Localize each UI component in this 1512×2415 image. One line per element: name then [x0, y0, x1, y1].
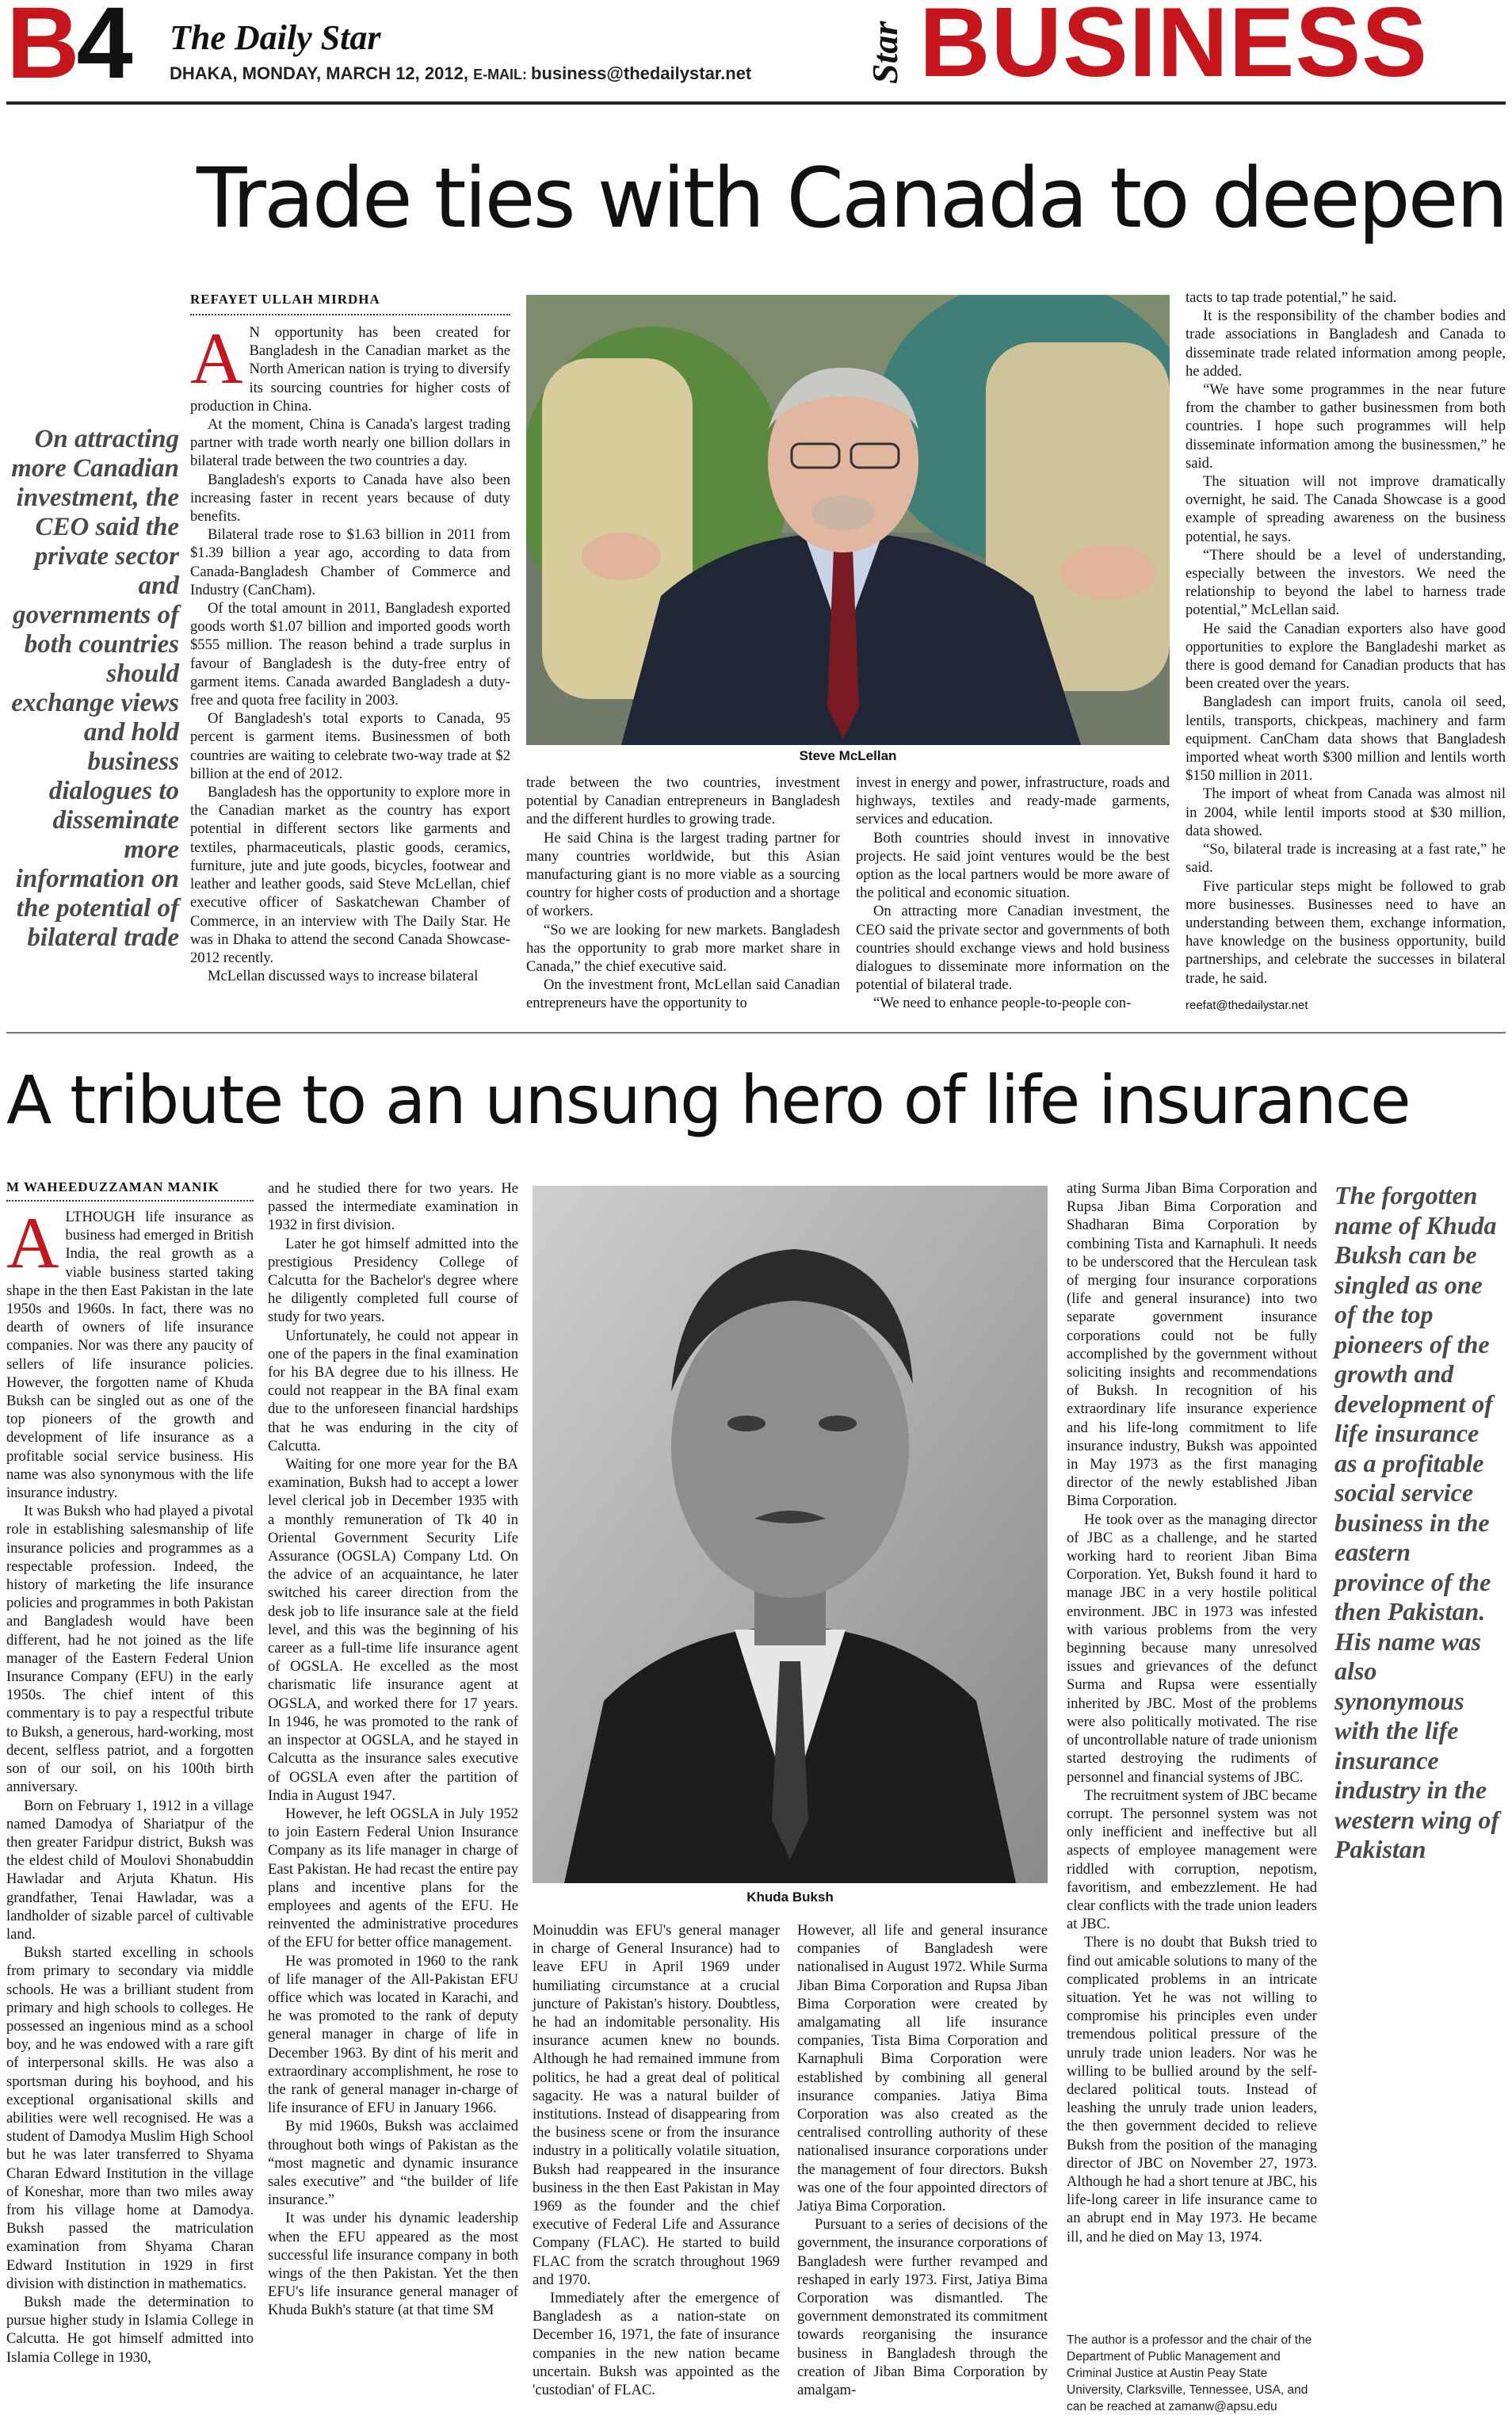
steve-mclellan-photo: [526, 295, 1170, 745]
article2-column-3: Moinuddin was EFU's general manager in charge of General Insurance) had to leave EFU in April 1969 under humiliating circumstance at a crucial juncture of Pakistan's history. Doubtless, he had an indomitable personality. His insurance acumen knew no bounds. Although he had remained immune from politics, he had a great deal of political sagacity. He was a natural builder of institutions. Instead of disappearing from the business scene or from the insurance industry in a politically volatile situation, Buksh had reappeared in the insurance business in the then East Pakistan in May 1969 as the founder and the chief executive of Federal Life and Assurance Company (FLAC). He started to build FLAC from the scratch throughout 1969 and 1970. Immediately after the emergence of Bangladesh as a nation-state on December 16, 1971, the fate of insurance companies in the new nation became uncertain. Buksh was appointed as the 'custodian' of FLAC.: [533, 1922, 780, 2399]
article2-byline: M WAHEEDUZZAMAN MANIK: [6, 1179, 220, 1194]
byline-rule-2: [6, 1200, 254, 1202]
page-number: B4: [6, 0, 130, 100]
article1-column-4: tacts to tap trade potential,” he said. It is the responsibility of the chamber bodies and trade associations in Bangladesh and Canada to disseminate trade related information among people, he added. “We have some programmes in the near future from the chamber to gather businessmen from both countries. I hope such programmes will help disseminate information among the businessmen,” he said. The situation will not improve dramatically overnight, he said. The Canada Showcase is a good example of spreading awareness on the business potential, he says. “There should be a level of understanding, especially between the investors. We need the relationship to beyond the label to harness trade potential,” McLellan said. He said the Canadian exporters also have good opportunities to explore the Bangladeshi market as there is good demand for Canadian products that has been created over the years. Bangladesh can import fruits, canola oil seed, lentils, transports, chickpeas, machinery and farm equipment. CanCham data shows that Bangladesh imported wheat worth $300 million and lentils worth $150 million in 2011. The import of wheat from Canada was almost nil in 2004, while lentil imports stood at $30 million, data showed. “So, bilateral trade is increasing at a fast rate,” he said. Five particular steps might be followed to grab more businesses. Businesses need to have an understanding between them, exchange information, have knowledge on the business opportunity, build partnerships, and celebrate the successes in bilateral trade, he said.: [1186, 289, 1506, 987]
article1-headline: Trade ties with Canada to deepen: [197, 150, 1506, 246]
newspaper-name: The Daily Star: [170, 18, 381, 57]
dateline: DHAKA, MONDAY, MARCH 12, 2012, E-MAIL: business@thedailystar.net: [170, 63, 752, 83]
article1-column-1: A N opportunity has been created for Bangladesh in the Canadian market as the North American nation is trying to diversify its sourcing countries for higher costs of production in China. At the moment, China is Canada's largest trading partner with trade worth nearly one billion dollars in bilateral trade between the two countries a day. Bangladesh's exports to Canada have also been increasing faster in recent years because of duty benefits. Bilateral trade rose to $1.63 billion in 2011 from $1.39 billion a year ago, according to data from Canada-Bangladesh Chamber of Commerce and Industry (CanCham). Of the total amount in 2011, Bangladesh exported goods worth $1.07 billion and imported goods worth $555 million. The reason behind a trade surplus in favour of Bangladesh is the duty-free entry of garment items. Canada awarded Bangladesh a duty-free and quota free facility in 2003. Of Bangladesh's total exports to Canada, 95 percent is garment items. Businessmen of both countries are waiting to celebrate two-way trade at $2 billion at the end of 2012. Bangladesh has the opportunity to explore more in the Canadian market as the country has export potential in different sectors like garments and textiles, pharmaceuticals, plastic goods, ceramics, furniture, jute and jute goods, bicycles, footwear and leather and leather goods, said Steve McLellan, chief executive officer of Saskatchewan Chamber of Commerce, in an interview with The Daily Star. He was in Dhaka to attend the second Canada Showcase-2012 recently. McLellan discussed ways to increase bilateral: [190, 318, 510, 985]
section-divider: [6, 1032, 1506, 1034]
drop-cap: A: [190, 318, 243, 399]
author-note: The author is a professor and the chair of the Department of Public Management and Criminal Justice at Austin Peay State University, Clarksville, Tennessee, USA, and can be reached at zamanw@apsu.edu: [1067, 2333, 1312, 2413]
article1-author-email: reefat@thedailystar.net: [1186, 999, 1308, 1012]
portrait-illustration-2: [533, 1186, 1048, 1883]
article1-pull-quote: On attracting more Canadian investment, the CEO said the private sector and governments of both countries should exchange views and hold business dialogues to disseminate more information on the potential of bilateral trade: [11, 425, 179, 952]
article2-column-2: and he studied there for two years. He passed the intermediate examination in 1932 in first division. Later he got himself admitted into the prestigious Presidency College of Calcutta for the Bachelor's degree where he diligently completed full course of study for two years. Unfortunately, he could not appear in one of the papers in the final examination for his BA degree due to his illness. He could not reappear in the BA final exam due to the unforeseen financial hardships that he was enduring in the city of Calcutta. Waiting for one more year for the BA examination, Buksh had to accept a lower level clerical job in December 1935 with a monthly remuneration of Tk 40 in Oriental Government Security Life Assurance (OGSLA) Company Ltd. On the advice of an acquaintance, he later switched his career direction from the desk job to life insurance sale at the field level, and this was the beginning of his career as a full-time life insurance agent of OGSLA. He excelled as the most charismatic life insurance agent at OGSLA, and worked there for 17 years. In 1946, he was promoted to the rank of an inspector at OGSLA, and he stayed in Calcutta as the insurance sales executive of OGSLA even after the partition of India in August 1947. However, he left OGSLA in July 1952 to join Eastern Federal Union Insurance Company as its life manager in charge of East Pakistan. He had recast the entire pay plans and incentive plans for the employees and agents of the EFU. He reinvented the administrative procedures of the EFU for better office management. He was promoted in 1960 to the rank of life manager of the All-Pakistan EFU office which was located in Karachi, and he was promoted to the rank of deputy general manager in charge of life in December 1963. By dint of his merit and extraordinary accomplishment, he rose to the rank of general manager in-charge of life insurance of EFU in January 1966. By mid 1960s, Buksh was acclaimed throughout both wings of Pakistan as the “most magnetic and dynamic insurance sales executive” and “the builder of life insurance.” It was under his dynamic leadership when the EFU appeared as the most successful life insurance company in both wings of the then Pakistan. Yet the then EFU's life insurance general manager of Khuda Bukh's stature (at that time SM: [268, 1180, 518, 2319]
article2-photo-caption: Khuda Buksh: [746, 1890, 834, 1905]
article1-column-3: invest in energy and power, infrastructure, roads and highways, textiles and ready-made garments, services and education. Both countries should invest in innovative projects. He said joint ventures would be the best option as the local partners would be more aware of the political and economic situation. On attracting more Canadian investment, the CEO said the private sector and governments of both countries should exchange views and hold business dialogues to disseminate more information on the potential of bilateral trade. “We need to enhance people-to-people con-: [856, 774, 1170, 1012]
article1-column-2: trade between the two countries, investment potential by Canadian entrepreneurs in Bangladesh and the different hurdles to growing trade. He said China is the largest trading partner for many countries worldwide, but this Asian manufacturing giant is no more viable as a sourcing country for higher costs of production and a shortage of workers. “So we are looking for new markets. Bangladesh has the opportunity to grab more market share in Canada,” the chief executive said. On the investment front, McLellan said Canadian entrepreneurs have the opportunity to: [526, 774, 840, 1012]
byline-rule: [190, 314, 510, 315]
article2-column-4: However, all life and general insurance companies of Bangladesh were nationalised in August 1972. While Surma Jiban Bima Corporation and Rupsa Jiban Bima Corporation were created by amalgamating all life insurance companies, Tista Bima Corporation and Karnaphuli Bima Corporation were established by combining all general insurance companies. Jatiya Bima Corporation was also created as the centralised controlling authority of these nationalised insurance corporations under the management of four directors. Buksh was one of the four appointed directors of Jatiya Bima Corporation. Pursuant to a series of decisions of the government, the insurance corporations of Bangladesh were further revamped and reshaped in early 1973. First, Jatiya Bima Corporation was dismantled. The government demonstrated its commitment towards reorganising the insurance business in Bangladesh through the creation of Jiban Bima Corporation by amalgam-: [797, 1922, 1048, 2399]
khuda-buksh-photo: [533, 1186, 1048, 1883]
masthead-rule: [6, 101, 1506, 105]
section-title: BUSINESS: [919, 0, 1428, 97]
article2-headline: A tribute to an unsung hero of life insurance: [6, 1061, 1410, 1139]
drop-cap-2: A: [6, 1202, 59, 1283]
article1-photo-caption: Steve McLellan: [799, 748, 897, 763]
star-logo: Star: [865, 21, 905, 84]
article2-column-1: ALTHOUGH life insurance as business had emerged in British India, the real growth as a viable business started taking shape in the then East Pakistan in the late 1950s and 1960s. In fact, there was no dearth of owners of life insurance companies. Nor was there any paucity of sellers of life insurance policies. However, the forgotten name of Khuda Buksh can be singled out as one of the top pioneers of the growth and development of life insurance as a profitable social service business. His name was also synonymous with the life insurance industry. It was Buksh who had played a pivotal role in establishing salesmanship of life insurance policies and programmes as a respectable profession. Indeed, the history of marketing the life insurance policies and programmes in both Pakistan and Bangladesh would have been different, had he not joined as the life manager of the Eastern Federal Union Insurance Company (EFU) in the early 1950s. The chief intent of this commentary is to pay a respectful tribute to Buksh, a generous, hard-working, most decent, selfless patriot, and a forgotten son of our soil, on his 100th birth anniversary. Born on February 1, 1912 in a village named Damodya of Shariatpur of the then greater Faridpur district, Buksh was the eldest child of Moulovi Shonabuddin Hawladar and Arjuta Khatun. His grandfather, Tenai Hawladar, was a landholder of sizable parcel of cultivable land. Buksh started excelling in schools from primary to secondary via middle schools. He was a brilliant student from primary and high schools to colleges. He possessed an ingenious mind as a school boy, and he was endowed with a rare gift of interpersonal skills. He was also a sportsman during his boyhood, and his exceptional organisational skills and abilities were well recognised. He was a student of Damodya Muslim High School but he was later transferred to Shyama Charan Edward Institution in the village of Koneshar, more than two miles away from his village home at Damodya. Buksh passed the matriculation examination from Shyama Charan Edward Institution in 1929 in first division with distinction in mathematics. Buksh made the determination to pursue higher study in Islamia College in Calcutta. He got himself admitted into Islamia College in 1930,: [6, 1202, 254, 2366]
article1-byline: REFAYET ULLAH MIRDHA: [190, 292, 380, 307]
portrait-illustration: [526, 295, 1170, 745]
article2-pull-quote: The forgotten name of Khuda Buksh can be singled as one of the top pioneers of the growth and development of life insurance as a profitable social service business in the eastern province of the then Pakistan. His name was also synonymous with the life insurance industry in the western wing of Pakistan: [1334, 1181, 1500, 1863]
article2-column-5: ating Surma Jiban Bima Corporation and Rupsa Jiban Bima Corporation and Shadharan Bima Corporation by combining Tista and Karnaphuli. It needs to be underscored that the Herculean task of merging four insurance corporations (life and general insurance) into two separate government insurance corporations could not be fully accomplished by the government without soliciting insights and recommendations of Buksh. In recognition of his extraordinary life insurance experience and his life-long commitment to life insurance industry, Buksh was appointed in May 1973 as the first managing director of the newly established Jiban Bima Corporation. He took over as the managing director of JBC as a challenge, and he started working hard to reorient Jiban Bima Corporation. Yet, Buksh found it hard to manage JBC in a very hostile political environment. JBC in 1973 was infested with various problems from the very beginning because many unresolved issues and grievances of the defunct Surma and Rupsa were essentially inherited by JBC. Most of the problems were also politically motivated. The rise of uncontrollable nature of trade unionism started destroying the rudiments of personnel and financial systems of JBC. The recruitment system of JBC became corrupt. The personnel system was not only inefficient and ineffective but all aspects of employee management were riddled with corruption, nepotism, favoritism, and embezzlement. He had clear conflicts with the trade union leaders at JBC. There is no doubt that Buksh tried to find out amicable solutions to many of the complicated problems in an intricate situation. Yet he was not willing to compromise his principles even under tremendous political pressure of the unruly trade union leaders. Nor was he willing to be bullied around by the self-declared political touts. Instead of leashing the unruly trade union leaders, the then government decided to relieve Buksh from the position of the managing director of JBC on November 27, 1973. Although he had a short tenure at JBC, his life-long career in life insurance came to an abrupt end in May 1973. He became ill, and he died on May 13, 1974.: [1067, 1180, 1317, 2245]
